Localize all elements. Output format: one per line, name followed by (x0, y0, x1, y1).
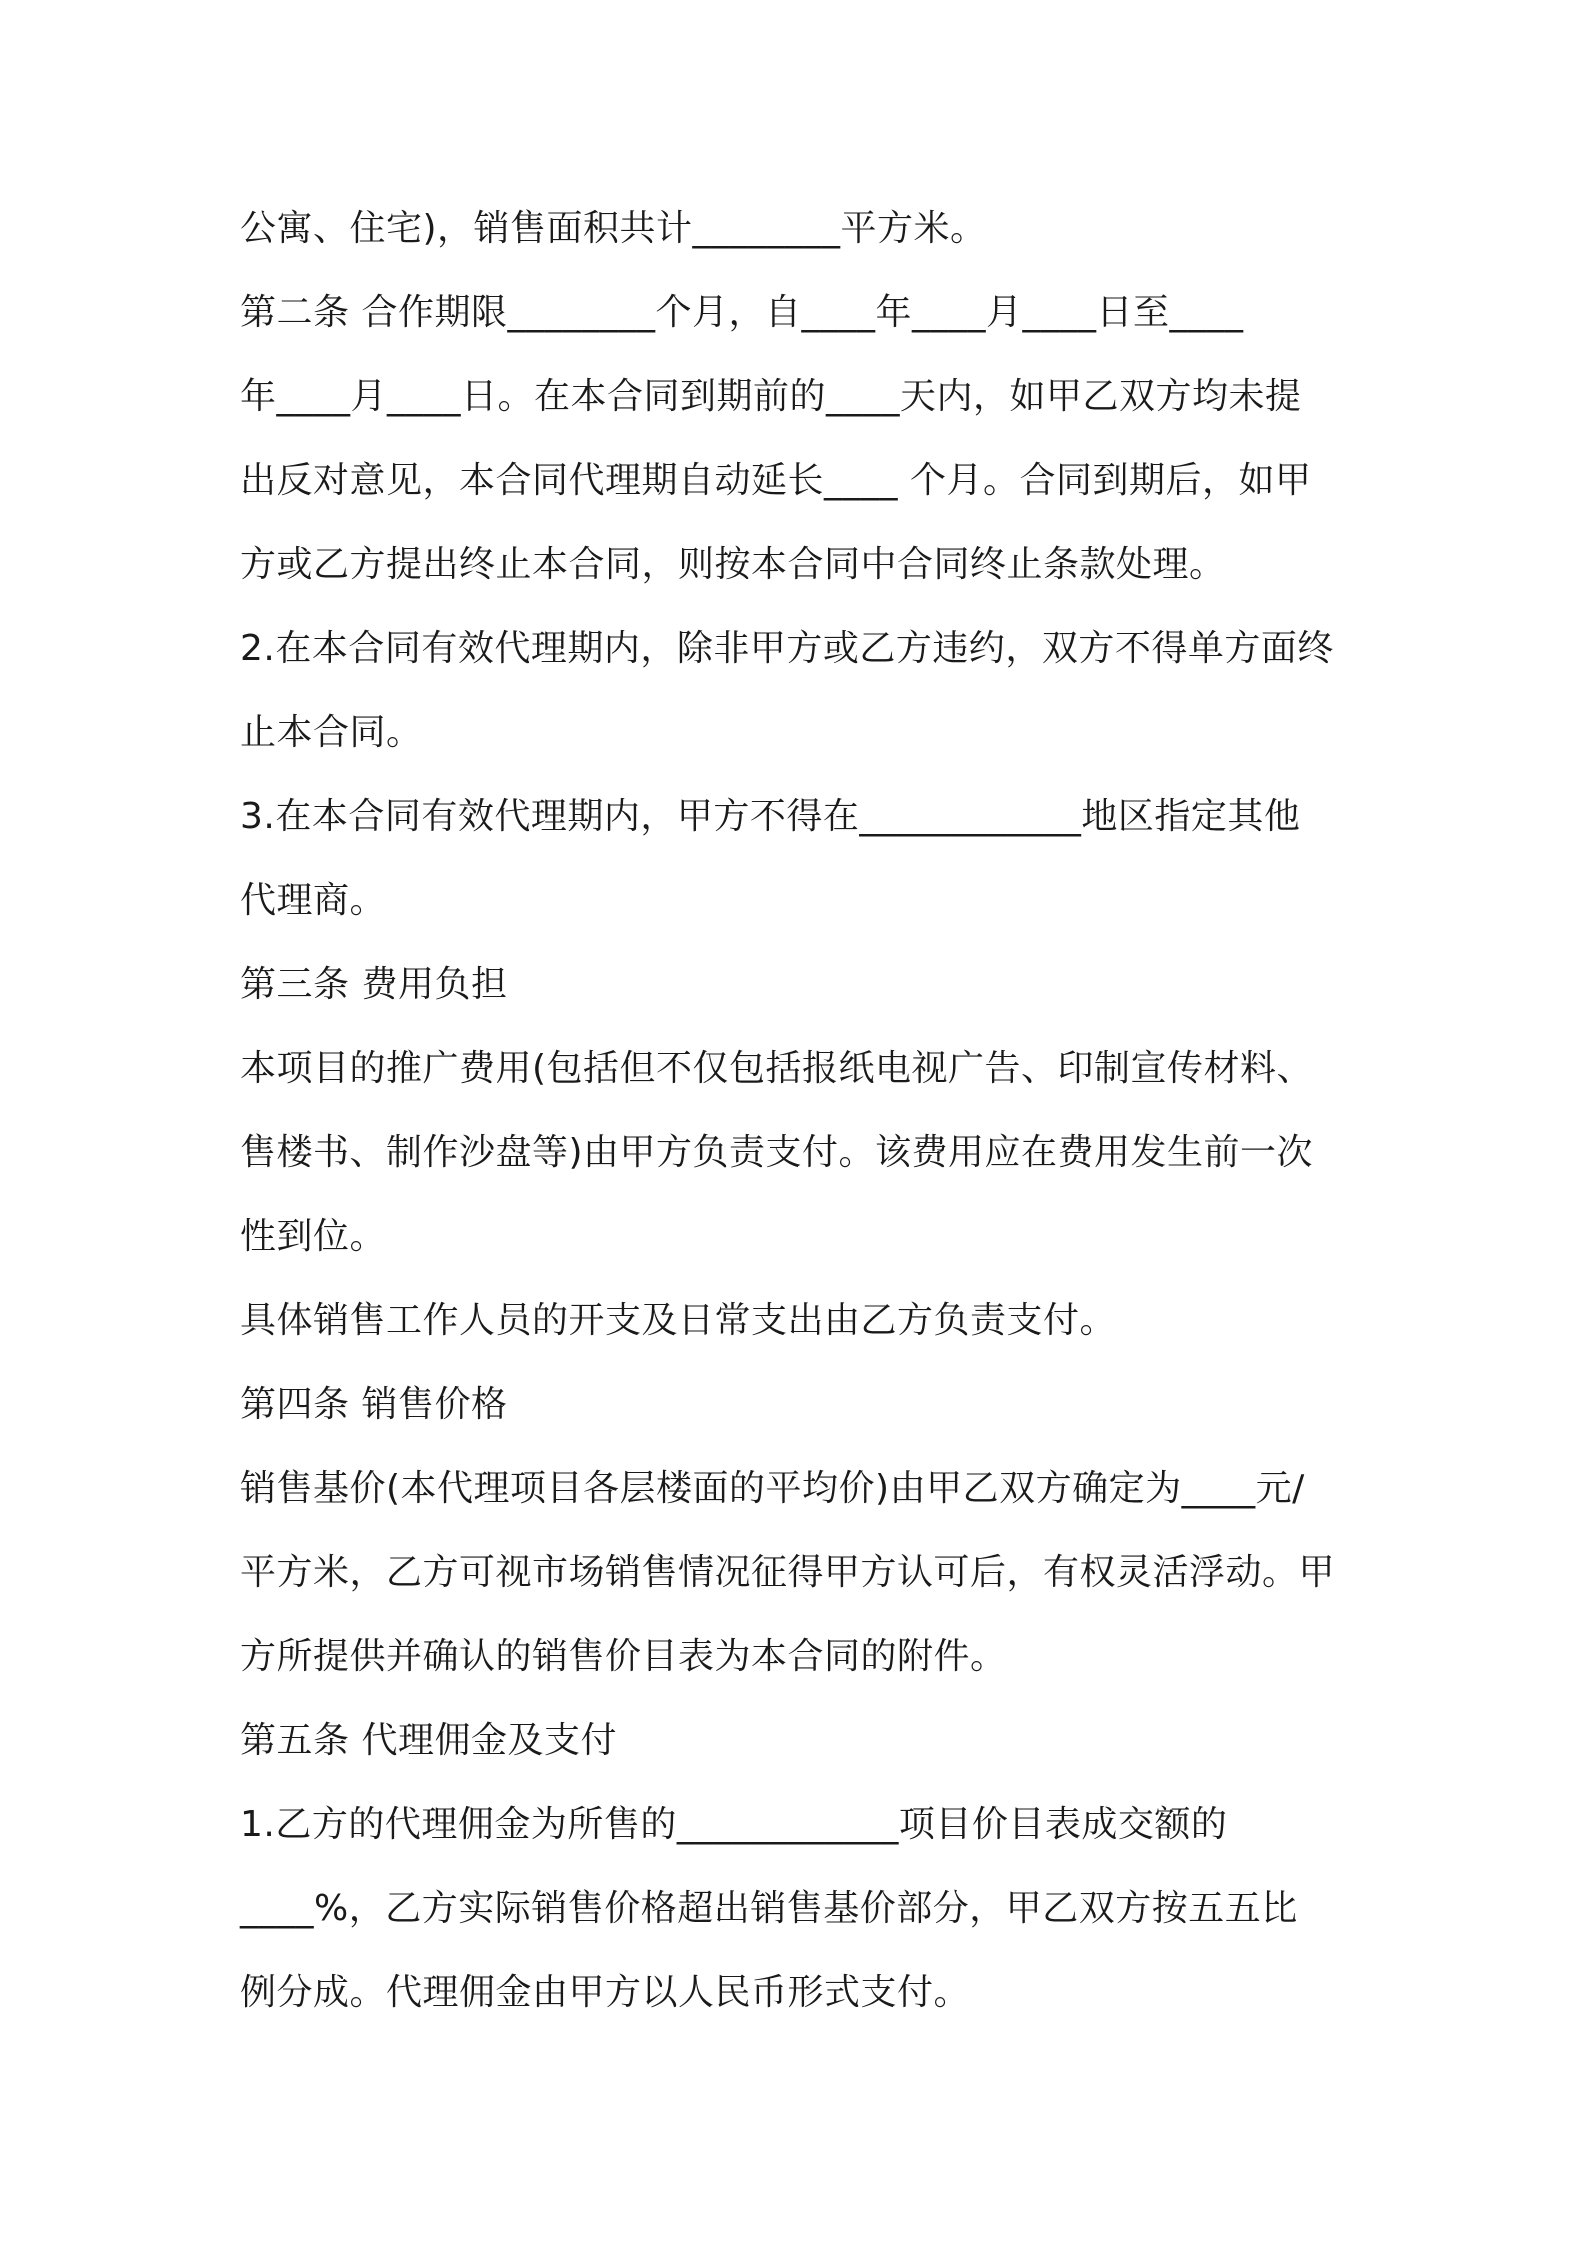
section-heading: 第四条 销售价格 (240, 1384, 508, 1425)
text-line: ____%，乙方实际销售价格超出销售基价部分，甲乙双方按五五比 (240, 1888, 1298, 1929)
text-line: 2.在本合同有效代理期内，除非甲方或乙方违约，双方不得单方面终 (240, 628, 1334, 669)
text-line: 例分成。代理佣金由甲方以人民币形式支付。 (240, 1972, 971, 2013)
text-line: 销售基价(本代理项目各层楼面的平均价)由甲乙双方确定为____元/ (240, 1468, 1305, 1509)
section-heading: 第五条 代理佣金及支付 (240, 1720, 617, 1761)
text-line: 代理商。 (240, 880, 387, 921)
text-line: 售楼书、制作沙盘等)由甲方负责支付。该费用应在费用发生前一次 (240, 1132, 1314, 1173)
section-heading: 第三条 费用负担 (240, 964, 508, 1005)
text-line: 3.在本合同有效代理期内，甲方不得在____________地区指定其他 (240, 796, 1301, 837)
text-line: 平方米，乙方可视市场销售情况征得甲方认可后，有权灵活浮动。甲 (240, 1552, 1336, 1593)
text-line: 1.乙方的代理佣金为所售的____________项目价目表成交额的 (240, 1804, 1228, 1845)
text-line: 公寓、住宅)，销售面积共计________平方米。 (240, 208, 987, 249)
text-line: 出反对意见，本合同代理期自动延长____ 个月。合同到期后，如甲 (240, 460, 1312, 501)
text-line: 年____月____日。在本合同到期前的____天内，如甲乙双方均未提 (240, 376, 1302, 417)
text-line: 第二条 合作期限________个月，自____年____月____日至____ (240, 292, 1244, 333)
text-line: 方或乙方提出终止本合同，则按本合同中合同终止条款处理。 (240, 544, 1226, 585)
text-line: 具体销售工作人员的开支及日常支出由乙方负责支付。 (240, 1300, 1117, 1341)
text-line: 本项目的推广费用(包括但不仅包括报纸电视广告、印制宣传材料、 (240, 1048, 1314, 1089)
text-line: 止本合同。 (240, 712, 423, 753)
text-line: 性到位。 (240, 1216, 387, 1257)
text-line: 方所提供并确认的销售价目表为本合同的附件。 (240, 1636, 1007, 1677)
